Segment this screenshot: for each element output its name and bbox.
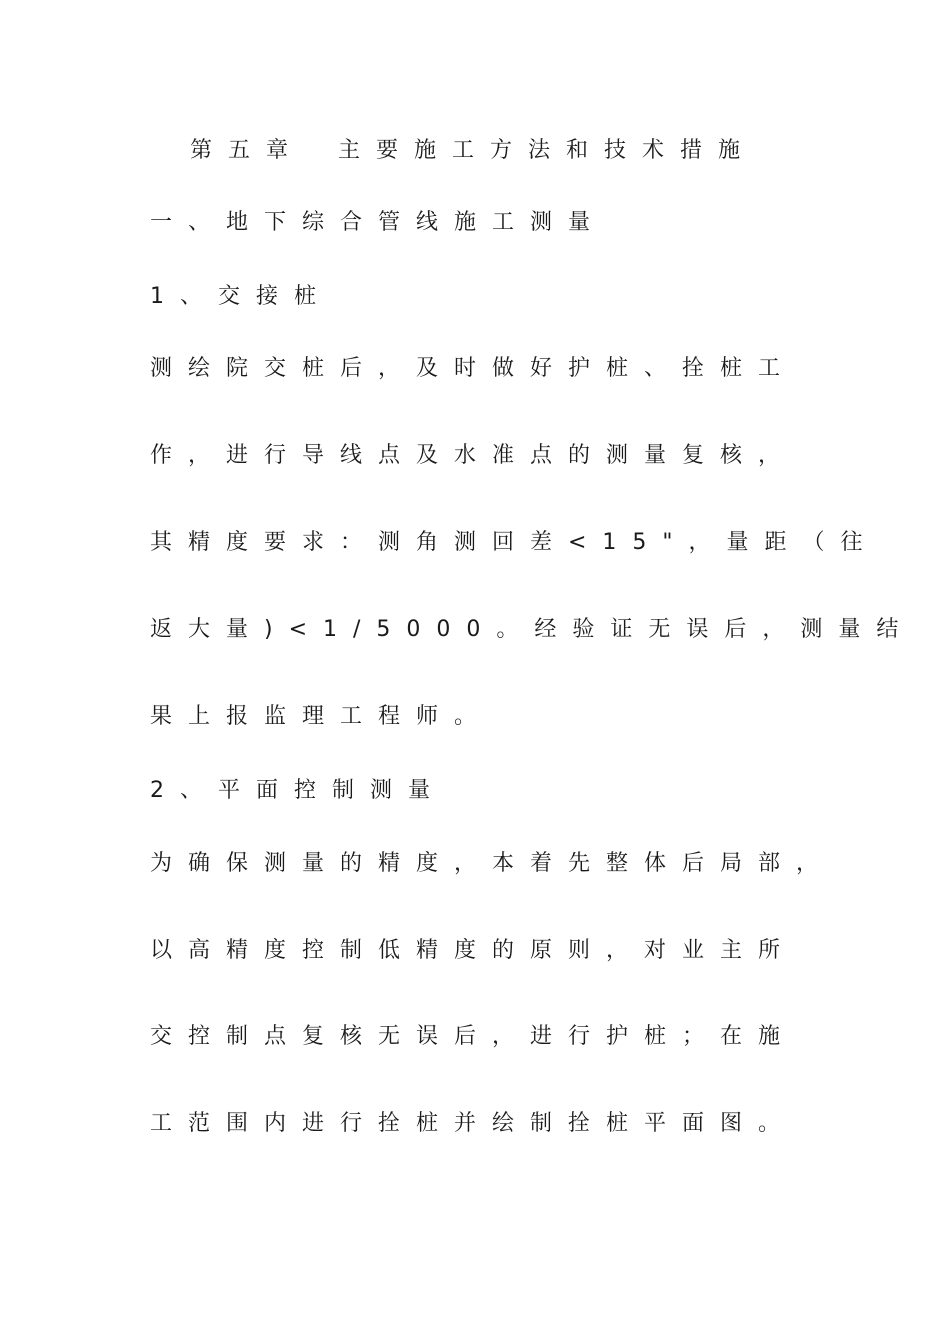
subsection-2-line: 为确保测量的精度，本着先整体后局部， <box>150 851 835 876</box>
subsection-1-heading: 1、交接桩 <box>150 284 332 309</box>
subsection-2-line: 工范围内进行拴桩并绘制拴桩平面图。 <box>150 1111 797 1136</box>
subsection-1-line: 测绘院交桩后，及时做好护桩、拴桩工 <box>150 356 797 381</box>
section-heading: 一、地下综合管线施工测量 <box>150 210 607 235</box>
subsection-1-line: 果上报监理工程师。 <box>150 704 493 729</box>
subsection-2-line: 交控制点复核无误后，进行护桩；在施 <box>150 1024 797 1049</box>
subsection-2-line: 以高精度控制低精度的原则，对业主所 <box>150 938 797 963</box>
chapter-title: 主要施工方法和技术措施 <box>338 138 757 163</box>
subsection-1-line: 其精度要求：测角测回差<15"，量距（往 <box>150 530 879 555</box>
chapter-heading <box>190 136 756 166</box>
subsection-1-line: 返大量)<1/5000。经验证无误后，测量结 <box>150 617 915 642</box>
chapter-number: 第五章 <box>190 138 305 163</box>
subsection-2-heading: 2、平面控制测量 <box>150 778 446 803</box>
subsection-1-line: 作，进行导线点及水准点的测量复核， <box>150 443 797 468</box>
